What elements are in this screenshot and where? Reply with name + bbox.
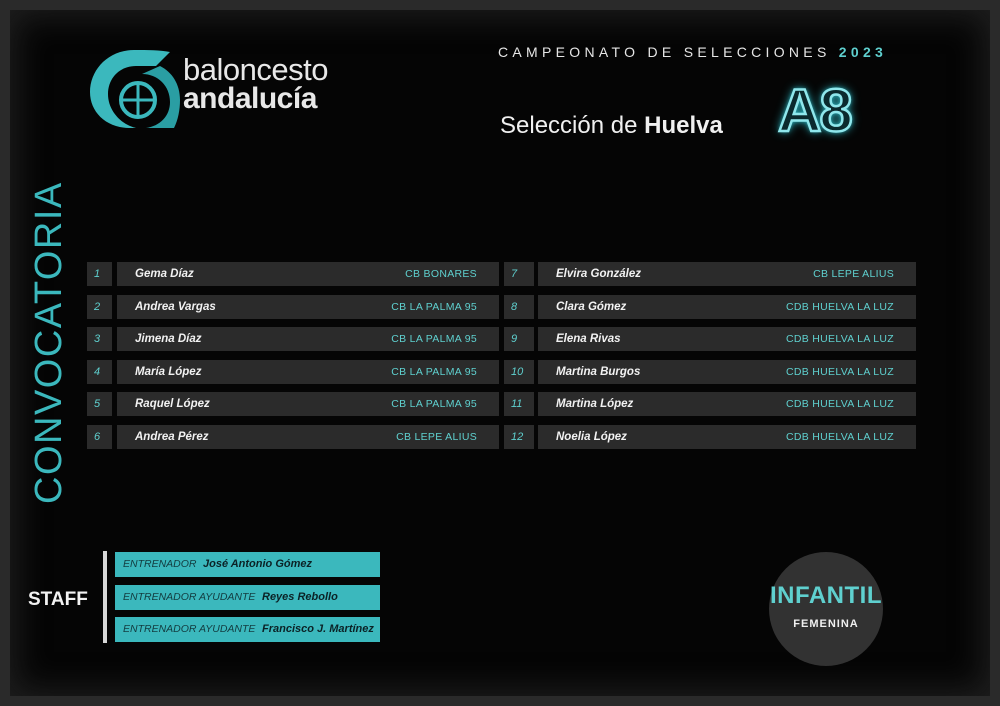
championship-year: 2023 bbox=[838, 44, 888, 60]
staff-role: ENTRENADOR AYUDANTE bbox=[123, 623, 256, 635]
staff-name: Francisco J. Martínez bbox=[262, 623, 374, 635]
category-name: INFANTIL bbox=[770, 582, 882, 609]
player-name: Jimena Díaz bbox=[135, 333, 202, 345]
player-club: CDB HUELVA LA LUZ bbox=[786, 301, 894, 313]
player-bar bbox=[117, 327, 499, 351]
player-number: 5 bbox=[87, 392, 112, 416]
staff-member bbox=[115, 617, 380, 642]
player-name: Andrea Pérez bbox=[135, 431, 209, 443]
brand-line1: baloncesto bbox=[183, 52, 328, 87]
brand-logo bbox=[86, 44, 356, 134]
player-bar bbox=[538, 425, 916, 449]
player-bar bbox=[538, 392, 916, 416]
player-bar bbox=[117, 392, 499, 416]
selection-title bbox=[500, 112, 723, 140]
player-club: CDB HUELVA LA LUZ bbox=[786, 431, 894, 443]
player-club: CB LA PALMA 95 bbox=[391, 301, 477, 313]
side-title: CONVOCATORIA bbox=[28, 181, 70, 504]
player-bar bbox=[538, 360, 916, 384]
player-number: 2 bbox=[87, 295, 112, 319]
player-club: CDB HUELVA LA LUZ bbox=[786, 398, 894, 410]
category-gender: FEMENINA bbox=[793, 618, 859, 630]
player-bar bbox=[538, 295, 916, 319]
staff-divider bbox=[103, 551, 107, 643]
staff-label: STAFF bbox=[28, 589, 88, 610]
player-club: CB LEPE ALIUS bbox=[813, 268, 894, 280]
player-club: CB LEPE ALIUS bbox=[396, 431, 477, 443]
player-name: Gema Díaz bbox=[135, 268, 194, 280]
championship-title bbox=[498, 44, 887, 60]
player-club: CDB HUELVA LA LUZ bbox=[786, 333, 894, 345]
player-bar bbox=[538, 262, 916, 286]
category-badge bbox=[769, 552, 883, 666]
player-bar bbox=[117, 262, 499, 286]
player-number: 3 bbox=[87, 327, 112, 351]
player-name: María López bbox=[135, 366, 202, 378]
player-name: Martina Burgos bbox=[556, 366, 641, 378]
player-name: Clara Gómez bbox=[556, 301, 627, 313]
staff-name: Reyes Rebollo bbox=[262, 591, 338, 603]
championship-name: CAMPEONATO DE SELECCIONES bbox=[498, 44, 831, 60]
brand-line2: andalucía bbox=[183, 82, 317, 115]
player-number: 1 bbox=[87, 262, 112, 286]
player-number: 6 bbox=[87, 425, 112, 449]
player-bar bbox=[117, 295, 499, 319]
player-club: CB LA PALMA 95 bbox=[391, 398, 477, 410]
player-number: 4 bbox=[87, 360, 112, 384]
staff-name: José Antonio Gómez bbox=[203, 558, 312, 570]
selection-prefix: Selección de bbox=[500, 112, 638, 139]
basketball-logo-icon bbox=[86, 44, 182, 134]
player-club: CB BONARES bbox=[405, 268, 477, 280]
player-bar bbox=[117, 360, 499, 384]
player-number: 7 bbox=[504, 262, 534, 286]
player-name: Martina López bbox=[556, 398, 634, 410]
staff-member bbox=[115, 552, 380, 577]
player-name: Elena Rivas bbox=[556, 333, 621, 345]
player-bar bbox=[538, 327, 916, 351]
player-name: Noelia López bbox=[556, 431, 627, 443]
player-club: CB LA PALMA 95 bbox=[391, 366, 477, 378]
player-number: 10 bbox=[504, 360, 534, 384]
selection-name: Huelva bbox=[644, 112, 723, 139]
player-number: 9 bbox=[504, 327, 534, 351]
player-name: Elvira González bbox=[556, 268, 642, 280]
player-club: CDB HUELVA LA LUZ bbox=[786, 366, 894, 378]
player-number: 12 bbox=[504, 425, 534, 449]
staff-member bbox=[115, 585, 380, 610]
player-bar bbox=[117, 425, 499, 449]
a8-badge-icon: A8 bbox=[778, 77, 851, 144]
player-number: 8 bbox=[504, 295, 534, 319]
player-name: Raquel López bbox=[135, 398, 210, 410]
player-club: CB LA PALMA 95 bbox=[391, 333, 477, 345]
player-name: Andrea Vargas bbox=[135, 301, 216, 313]
staff-role: ENTRENADOR bbox=[123, 558, 197, 570]
staff-role: ENTRENADOR AYUDANTE bbox=[123, 591, 256, 603]
player-number: 11 bbox=[504, 392, 534, 416]
